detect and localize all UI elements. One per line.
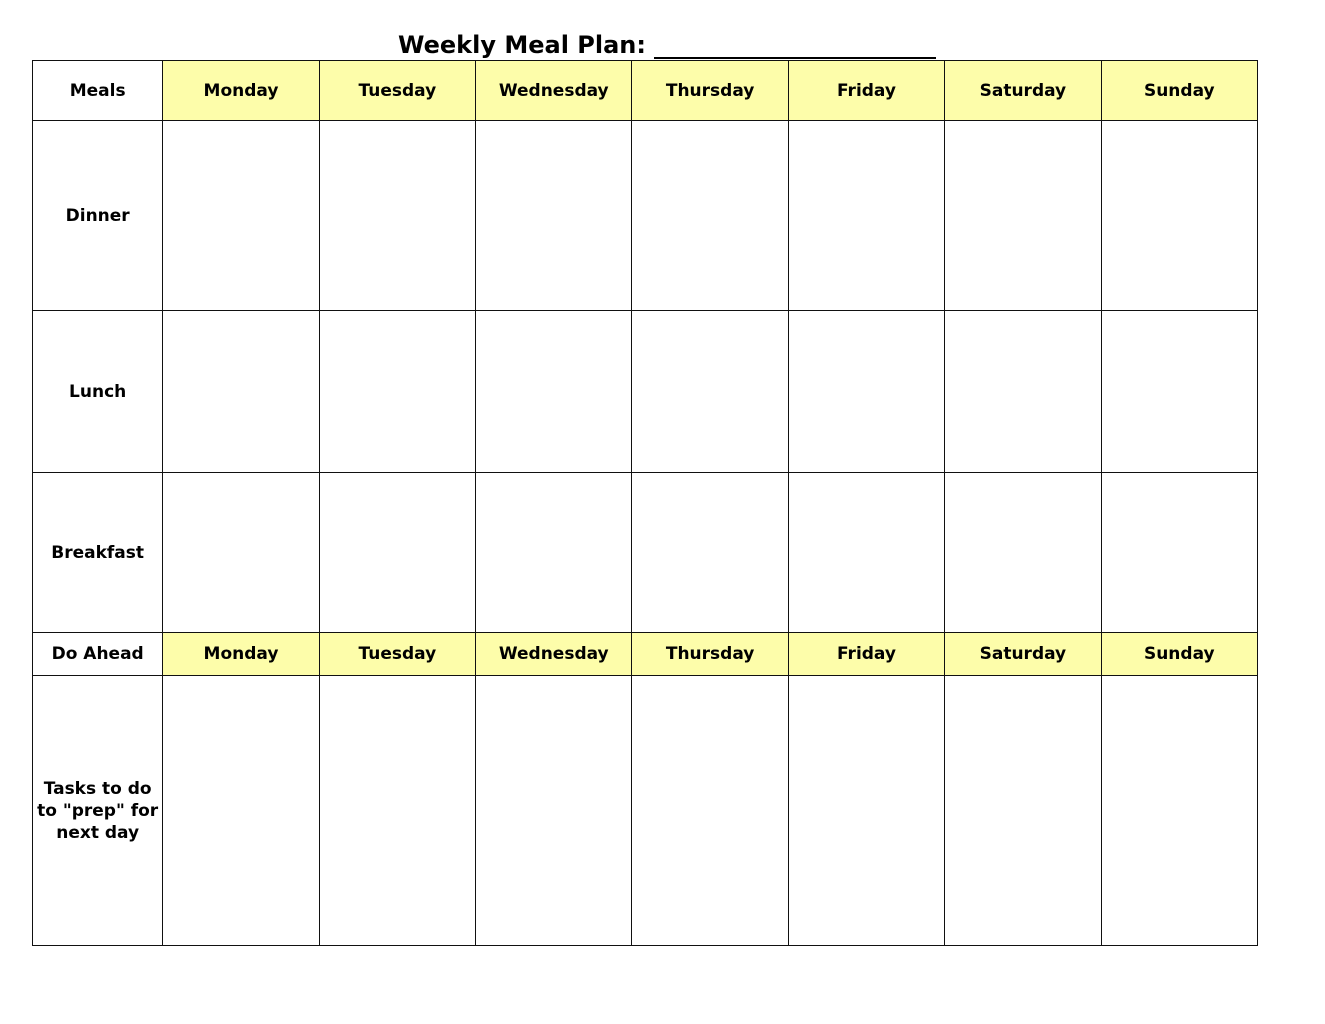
tasks-sunday-cell[interactable] <box>1101 676 1257 946</box>
tasks-label-line: to "prep" for <box>37 800 159 821</box>
tasks-row <box>33 676 1258 946</box>
header-monday: Monday <box>163 61 319 121</box>
lunch-saturday-cell[interactable] <box>945 311 1101 473</box>
lunch-wednesday-cell[interactable] <box>476 311 632 473</box>
dinner-saturday-cell[interactable] <box>945 121 1101 311</box>
breakfast-row <box>33 473 1258 633</box>
dinner-monday-cell[interactable] <box>163 121 319 311</box>
header-row <box>33 61 1258 121</box>
tasks-friday-cell[interactable] <box>788 676 944 946</box>
lunch-monday-cell[interactable] <box>163 311 319 473</box>
lunch-row <box>33 311 1258 473</box>
lunch-thursday-cell[interactable] <box>632 311 788 473</box>
do-ahead-header-row <box>33 633 1258 676</box>
do-ahead-tuesday: Tuesday <box>319 633 475 676</box>
tasks-label-line: Tasks to do <box>43 778 152 799</box>
tasks-label-line: next day <box>56 822 140 843</box>
header-saturday: Saturday <box>945 61 1101 121</box>
lunch-tuesday-cell[interactable] <box>319 311 475 473</box>
do-ahead-thursday: Thursday <box>632 633 788 676</box>
do-ahead-label: Do Ahead <box>33 633 163 676</box>
lunch-label: Lunch <box>33 311 163 473</box>
title-text: Weekly Meal Plan: <box>398 31 646 59</box>
breakfast-wednesday-cell[interactable] <box>476 473 632 633</box>
do-ahead-monday: Monday <box>163 633 319 676</box>
do-ahead-wednesday: Wednesday <box>476 633 632 676</box>
breakfast-friday-cell[interactable] <box>788 473 944 633</box>
dinner-friday-cell[interactable] <box>788 121 944 311</box>
tasks-thursday-cell[interactable] <box>632 676 788 946</box>
breakfast-label: Breakfast <box>33 473 163 633</box>
header-wednesday: Wednesday <box>476 61 632 121</box>
do-ahead-sunday: Sunday <box>1101 633 1257 676</box>
title-blank-line[interactable] <box>654 33 936 59</box>
breakfast-tuesday-cell[interactable] <box>319 473 475 633</box>
breakfast-thursday-cell[interactable] <box>632 473 788 633</box>
page-title <box>398 31 936 59</box>
tasks-monday-cell[interactable] <box>163 676 319 946</box>
breakfast-sunday-cell[interactable] <box>1101 473 1257 633</box>
tasks-tuesday-cell[interactable] <box>319 676 475 946</box>
lunch-friday-cell[interactable] <box>788 311 944 473</box>
tasks-wednesday-cell[interactable] <box>476 676 632 946</box>
header-thursday: Thursday <box>632 61 788 121</box>
tasks-saturday-cell[interactable] <box>945 676 1101 946</box>
dinner-wednesday-cell[interactable] <box>476 121 632 311</box>
tasks-label <box>33 676 163 946</box>
lunch-sunday-cell[interactable] <box>1101 311 1257 473</box>
breakfast-monday-cell[interactable] <box>163 473 319 633</box>
meal-plan-table <box>32 60 1258 946</box>
do-ahead-friday: Friday <box>788 633 944 676</box>
header-tuesday: Tuesday <box>319 61 475 121</box>
header-friday: Friday <box>788 61 944 121</box>
dinner-row <box>33 121 1258 311</box>
dinner-sunday-cell[interactable] <box>1101 121 1257 311</box>
dinner-tuesday-cell[interactable] <box>319 121 475 311</box>
header-sunday: Sunday <box>1101 61 1257 121</box>
meals-header: Meals <box>33 61 163 121</box>
dinner-thursday-cell[interactable] <box>632 121 788 311</box>
dinner-label: Dinner <box>33 121 163 311</box>
breakfast-saturday-cell[interactable] <box>945 473 1101 633</box>
do-ahead-saturday: Saturday <box>945 633 1101 676</box>
